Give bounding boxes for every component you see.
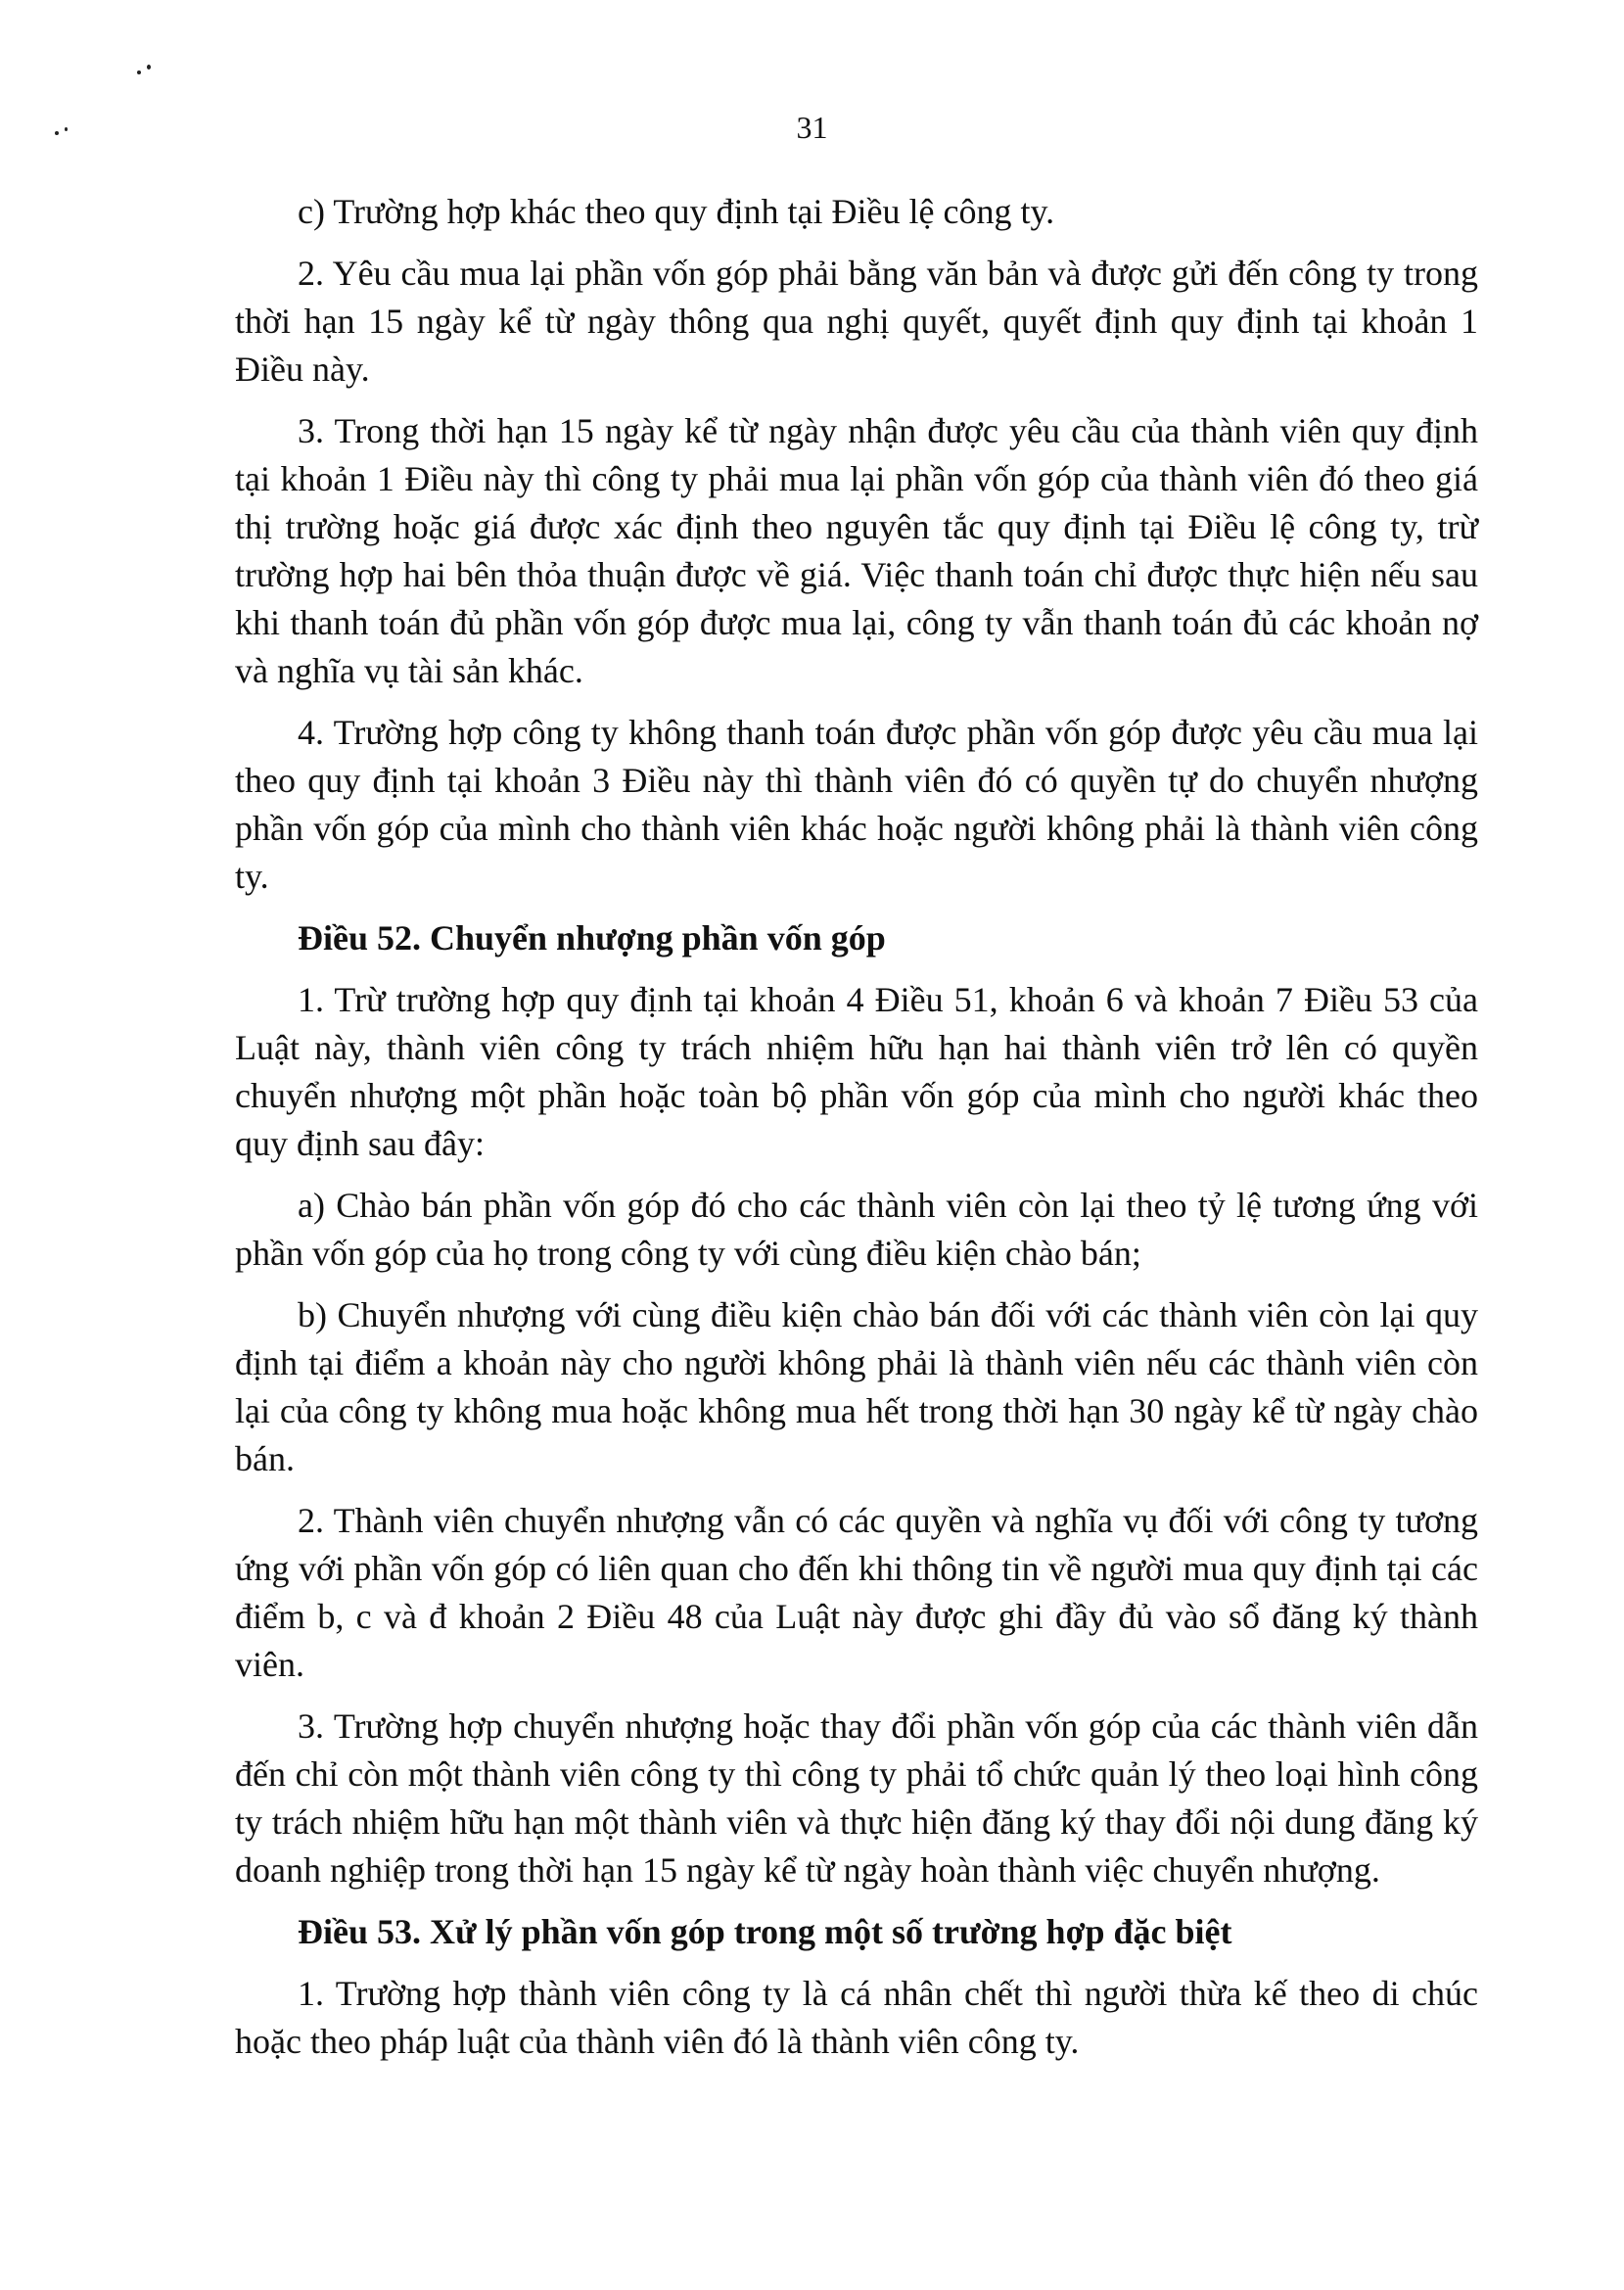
- paragraph: a) Chào bán phần vốn góp đó cho các thành viên còn lại theo tỷ lệ tương ứng với phần vốn góp của họ trong công ty với cùng điều kiện chào bán;: [235, 1186, 1478, 1273]
- scan-speck: [147, 65, 151, 70]
- paragraph: b) Chuyển nhượng với cùng điều kiện chào bán đối với các thành viên còn lại quy định tại điểm a khoản này cho người không phải là thành viên nếu các thành viên còn lại của công ty không mua hoặc không mua hết trong thời hạn 30 ngày kể từ ngày chào bán.: [235, 1295, 1478, 1478]
- paragraph: 2. Thành viên chuyển nhượng vẫn có các quyền và nghĩa vụ đối với công ty tương ứng với phần vốn góp có liên quan cho đến khi thông tin về người mua quy định tại các điểm b, c và đ khoản 2 Điều 48 của Luật này được ghi đầy đủ vào sổ đăng ký thành viên.: [235, 1501, 1478, 1684]
- paragraph: 1. Trường hợp thành viên công ty là cá nhân chết thì người thừa kế theo di chúc hoặc theo pháp luật của thành viên đó là thành viên công ty.: [235, 1974, 1478, 2061]
- article-heading: Điều 52. Chuyển nhượng phần vốn góp: [298, 918, 886, 958]
- article-heading: Điều 53. Xử lý phần vốn góp trong một số trường hợp đặc biệt: [298, 1912, 1232, 1951]
- paragraph: 3. Trong thời hạn 15 ngày kể từ ngày nhận được yêu cầu của thành viên quy định tại khoản 1 Điều này thì công ty phải mua lại phần vốn góp của thành viên đó theo giá thị trường hoặc giá được xác định theo nguyên tắc quy định tại Điều lệ công ty, trừ trường hợp hai bên thỏa thuận được về giá. Việc thanh toán chỉ được thực hiện nếu sau khi thanh toán đủ phần vốn góp được mua lại, công ty vẫn thanh toán đủ các khoản nợ và nghĩa vụ tài sản khác.: [235, 411, 1478, 690]
- paragraph: c) Trường hợp khác theo quy định tại Điều lệ công ty.: [298, 192, 1055, 231]
- page-number: 31: [796, 110, 828, 145]
- paragraph: 3. Trường hợp chuyển nhượng hoặc thay đổi phần vốn góp của các thành viên dẫn đến chỉ còn một thành viên công ty thì công ty phải tổ chức quản lý theo loại hình công ty trách nhiệm hữu hạn một thành viên và thực hiện đăng ký thay đổi nội dung đăng ký doanh nghiệp trong thời hạn 15 ngày kể từ ngày hoàn thành việc chuyển nhượng.: [235, 1706, 1478, 1890]
- paragraph: 4. Trường hợp công ty không thanh toán được phần vốn góp được yêu cầu mua lại theo quy định tại khoản 3 Điều này thì thành viên đó có quyền tự do chuyển nhượng phần vốn góp của mình cho thành viên khác hoặc người không phải là thành viên công ty.: [235, 713, 1478, 896]
- paragraph: 1. Trừ trường hợp quy định tại khoản 4 Điều 51, khoản 6 và khoản 7 Điều 53 của Luật này, thành viên công ty trách nhiệm hữu hạn hai thành viên trở lên có quyền chuyển nhượng một phần hoặc toàn bộ phần vốn góp của mình cho người khác theo quy định sau đây:: [235, 980, 1478, 1163]
- document-body: [235, 188, 1478, 2080]
- paragraph: 2. Yêu cầu mua lại phần vốn góp phải bằng văn bản và được gửi đến công ty trong thời hạn 15 ngày kể từ ngày thông qua nghị quyết, quyết định quy định tại khoản 1 Điều này.: [235, 254, 1478, 389]
- scan-speck: [137, 70, 141, 74]
